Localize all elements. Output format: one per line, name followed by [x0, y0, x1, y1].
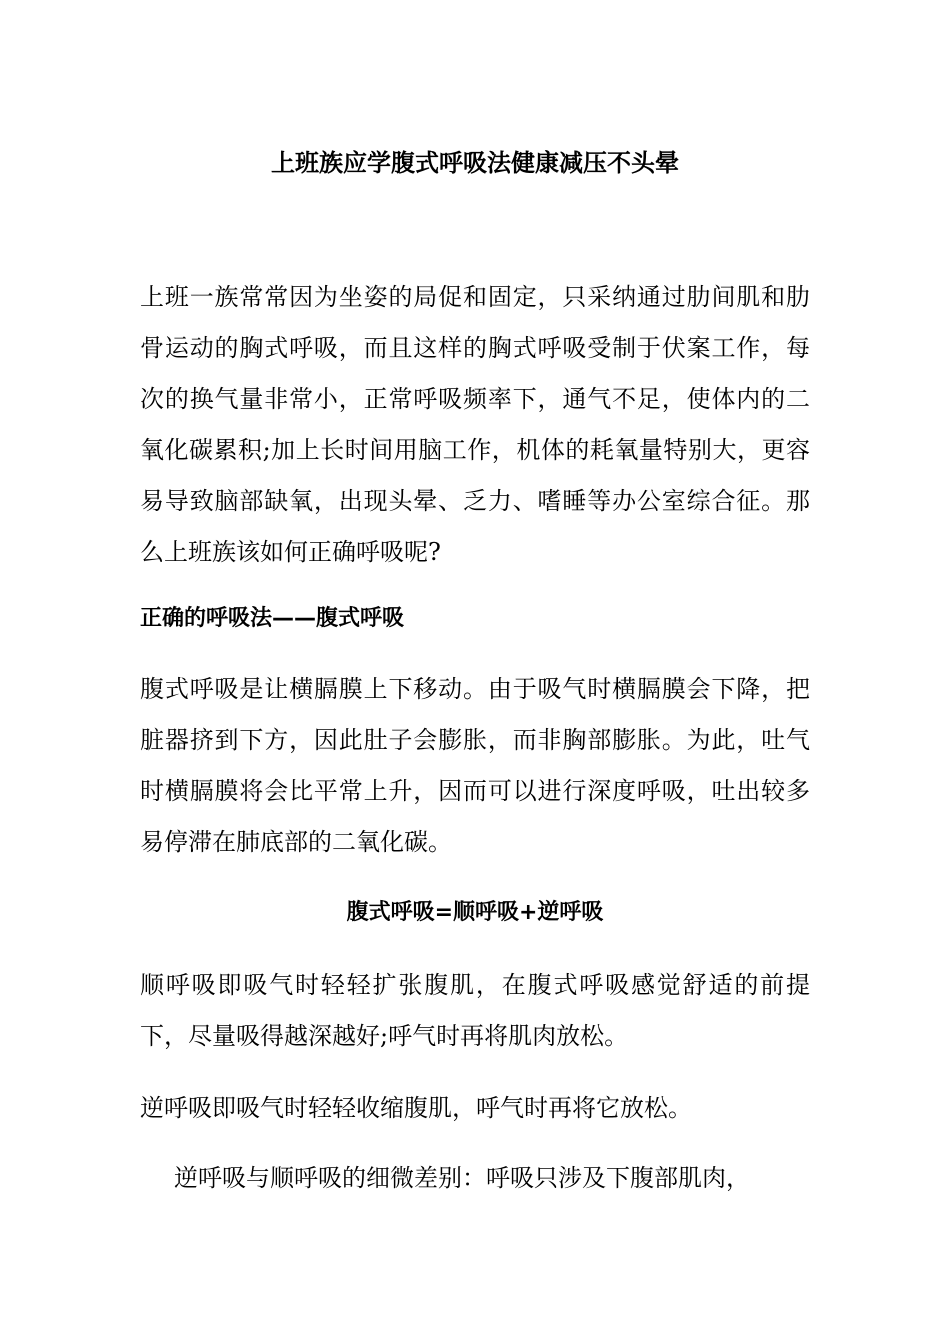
abdominal-breathing-paragraph: 腹式呼吸是让横膈膜上下移动。由于吸气时横膈膜会下降，把脏器挤到下方，因此肚子会膨胀，而非胸部膨胀。为此，吐气时横膈膜将会比平常上升，因而可以进行深度呼吸，吐出较多易停滞在肺底部的二氧化碳。 [140, 675, 810, 856]
section-heading-correct-breathing: 正确的呼吸法——腹式呼吸 [140, 606, 405, 631]
document-title: 上班族应学腹式呼吸法健康减压不头晕 [271, 149, 679, 177]
breathing-difference-paragraph: 逆呼吸与顺呼吸的细微差别：呼吸只涉及下腹部肌肉， [174, 1164, 750, 1192]
section-heading-breathing-types: 腹式呼吸=顺呼吸+逆呼吸 [346, 900, 604, 925]
reverse-breathing-paragraph: 逆呼吸即吸气时轻轻收缩腹肌，呼气时再将它放松。 [140, 1094, 692, 1122]
intro-paragraph: 上班一族常常因为坐姿的局促和固定，只采纳通过肋间肌和肋骨运动的胸式呼吸，而且这样的胸式呼吸受制于伏案工作，每次的换气量非常小，正常呼吸频率下，通气不足，使体内的二氧化碳累积;加上长时间用脑工作，机体的耗氧量特别大，更容易导致脑部缺氧，出现头晕、乏力、嗜睡等办公室综合征。那么上班族该如何正确呼吸呢? [140, 283, 810, 566]
forward-breathing-paragraph: 顺呼吸即吸气时轻轻扩张腹肌，在腹式呼吸感觉舒适的前提下，尽量吸得越深越好;呼气时再将肌肉放松。 [140, 971, 810, 1050]
